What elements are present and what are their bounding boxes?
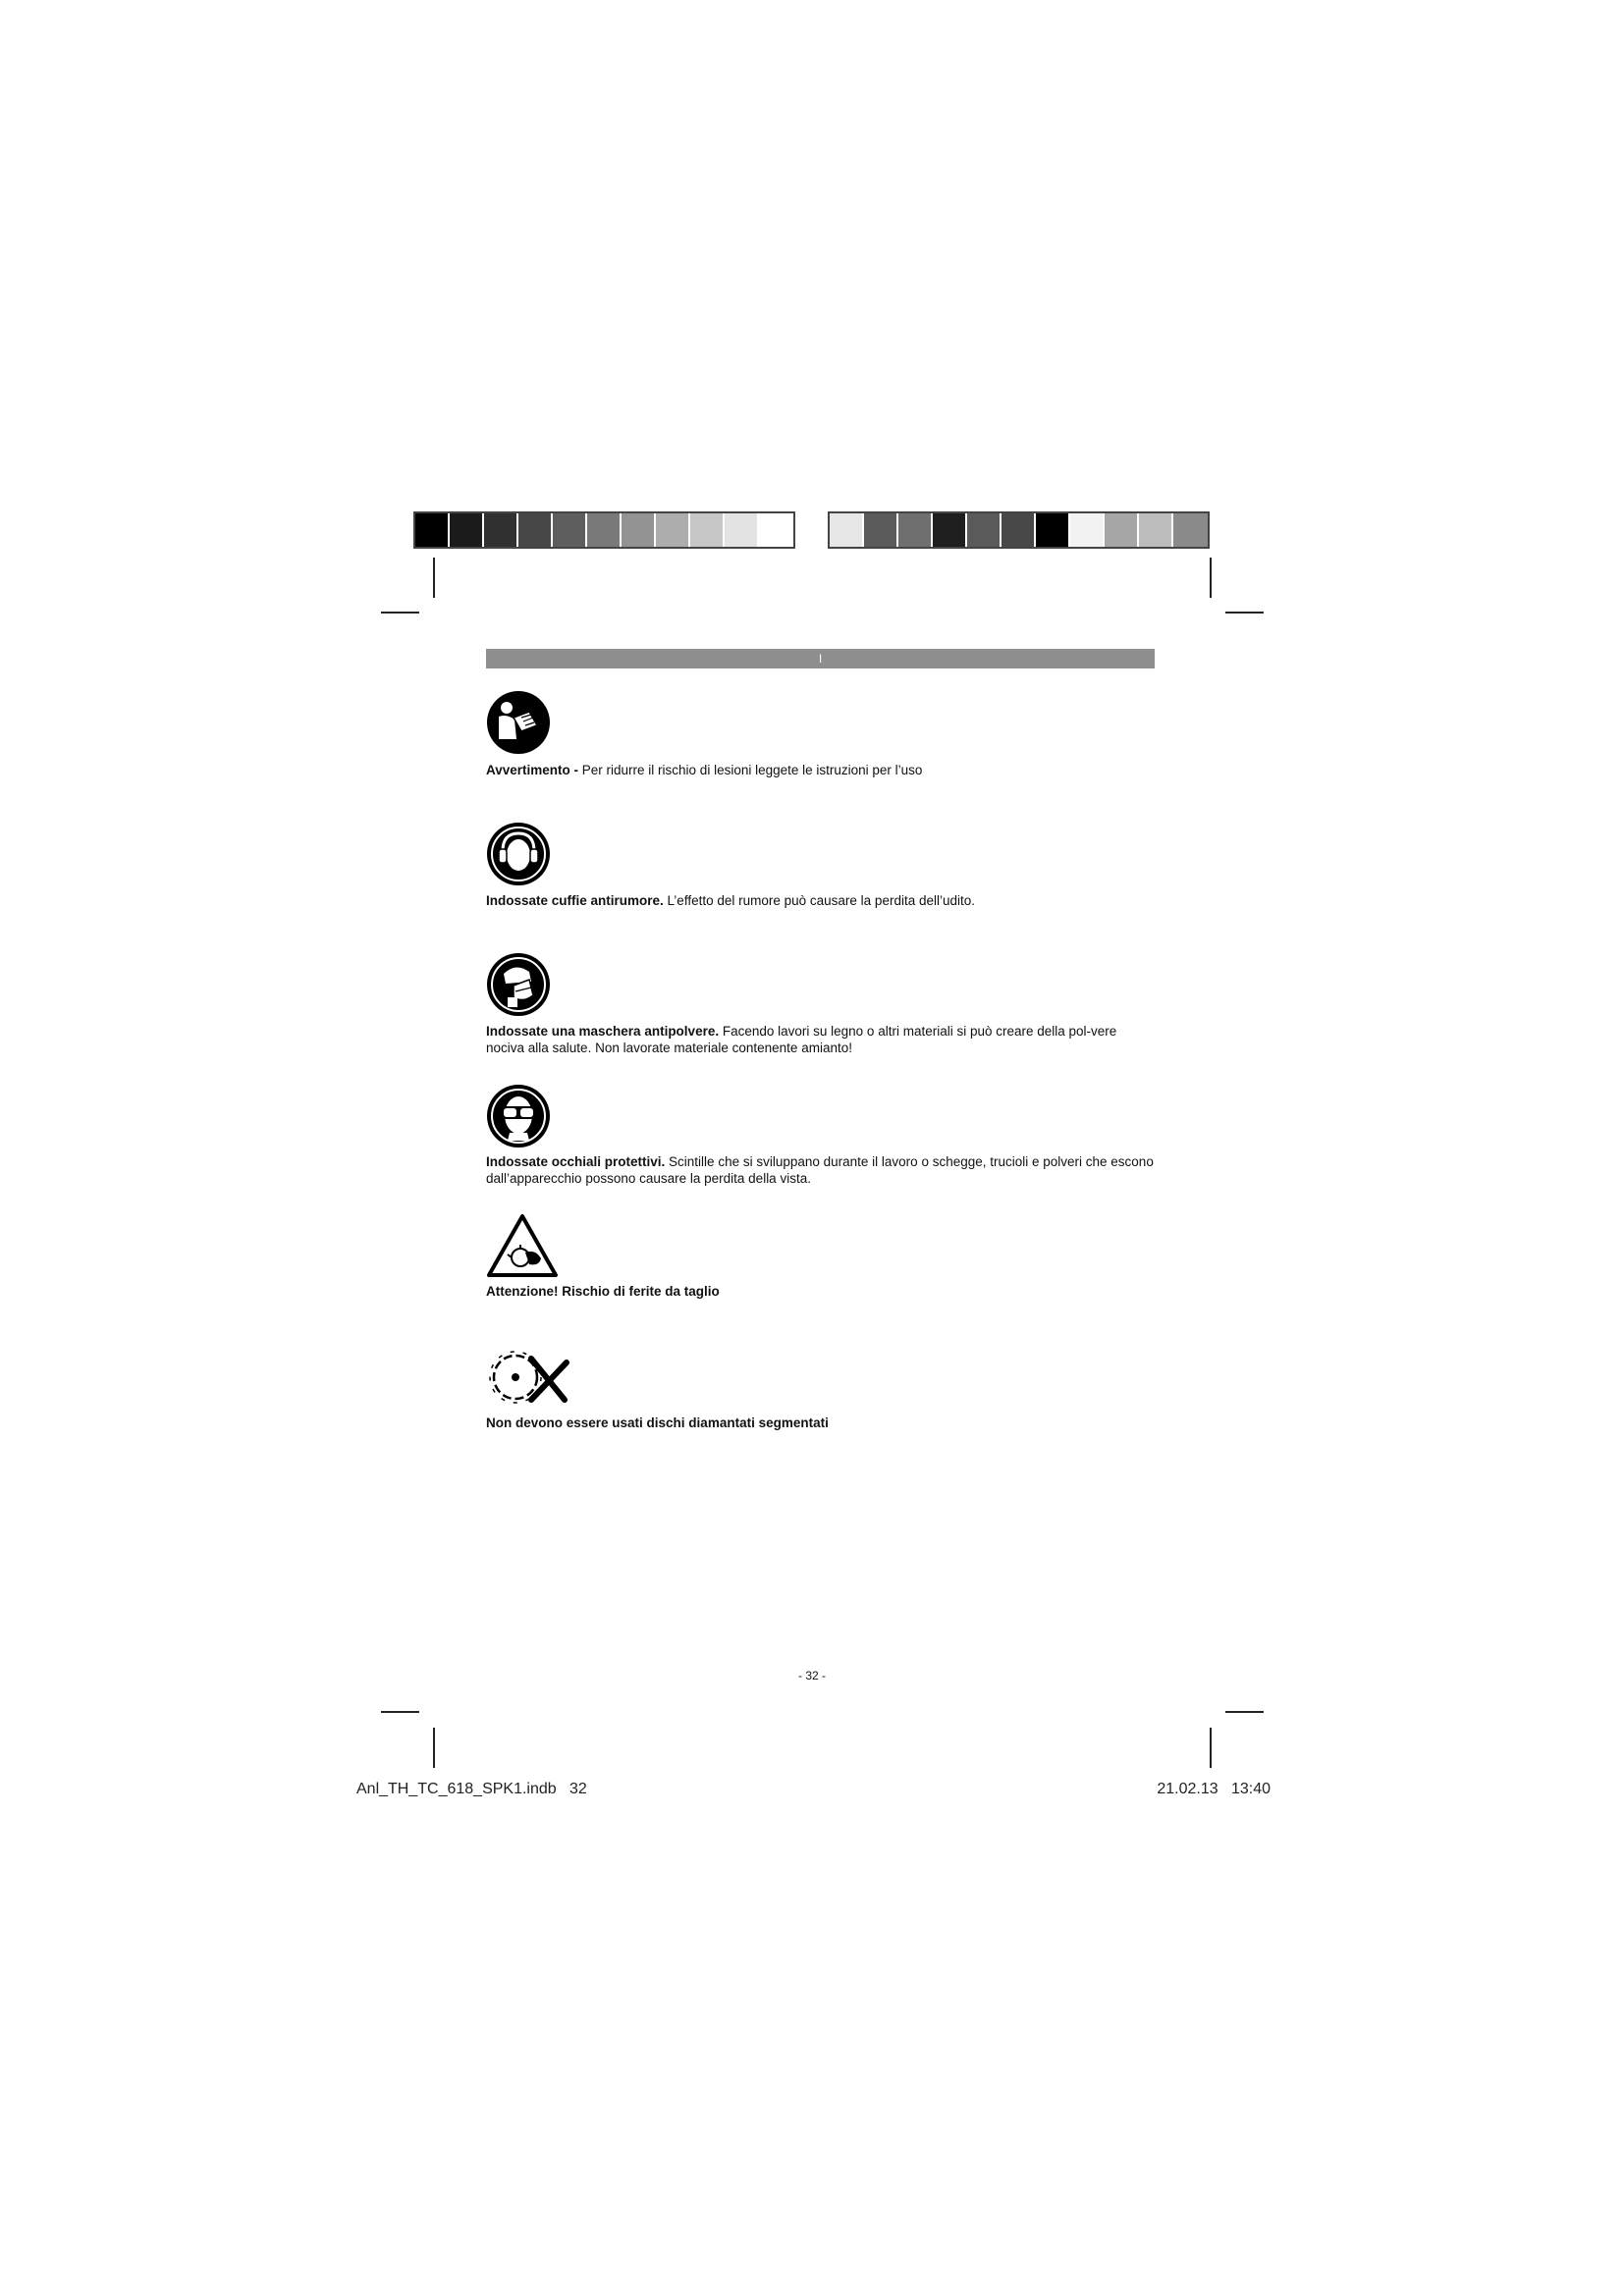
left-bar-swatch-1 <box>415 513 450 547</box>
crop-mark-bottom-left-horizontal <box>381 1711 419 1713</box>
item-title: Indossate una maschera antipolvere. <box>486 1024 720 1039</box>
crop-mark-bottom-left-vertical <box>433 1728 435 1768</box>
right-bar-swatch-1 <box>830 513 864 547</box>
language-marker: I <box>818 652 823 666</box>
item-title: Avvertimento - <box>486 763 579 777</box>
left-bar-swatch-8 <box>656 513 690 547</box>
footer-datetime: 21.02.13 13:40 <box>1157 1781 1271 1797</box>
right-bar-swatch-7 <box>1036 513 1070 547</box>
color-calibration-bar-left <box>413 511 795 549</box>
left-bar-swatch-2 <box>450 513 484 547</box>
crop-mark-bottom-right-horizontal <box>1225 1711 1264 1713</box>
dust-mask-text <box>486 1023 1155 1056</box>
crop-mark-bottom-right-vertical <box>1210 1728 1212 1768</box>
item-title: Non devono essere usati dischi diamantati segmentati <box>486 1415 829 1430</box>
safety-goggles-icon <box>486 1084 551 1153</box>
page-number: - 32 - <box>797 1669 826 1682</box>
right-bar-swatch-11 <box>1173 513 1208 547</box>
left-bar-swatch-10 <box>725 513 759 547</box>
dust-mask-icon <box>486 952 551 1022</box>
cut-hazard-text <box>486 1283 1155 1300</box>
left-bar-swatch-7 <box>622 513 656 547</box>
footer-file-slug: Anl_TH_TC_618_SPK1.indb 32 <box>356 1781 587 1797</box>
right-bar-swatch-5 <box>967 513 1001 547</box>
left-bar-swatch-11 <box>759 513 793 547</box>
crop-mark-top-right-horizontal <box>1225 612 1264 614</box>
right-bar-swatch-8 <box>1070 513 1105 547</box>
color-calibration-bar-right <box>828 511 1210 549</box>
read-manual-icon <box>486 690 551 760</box>
item-title: Indossate cuffie antirumore. <box>486 893 664 908</box>
crop-mark-top-right-vertical <box>1210 558 1212 598</box>
ear-protection-text <box>486 892 1155 909</box>
no-segmented-disc-text <box>486 1415 1155 1431</box>
right-bar-swatch-2 <box>864 513 898 547</box>
right-bar-swatch-9 <box>1105 513 1139 547</box>
crop-mark-top-left-horizontal <box>381 612 419 614</box>
right-bar-swatch-4 <box>933 513 967 547</box>
left-bar-swatch-9 <box>690 513 725 547</box>
right-bar-swatch-3 <box>898 513 933 547</box>
item-body: Scintille che si sviluppano durante il lavoro o schegge, trucioli e polveri che escono dall’apparecchio possono causare la perdita della vista. <box>486 1154 1154 1186</box>
item-body: Facendo lavori su legno o altri materiali si può creare della pol-vere nociva alla salute. Non lavorate materiale contenente amianto! <box>486 1024 1117 1055</box>
warning-read-manual-text <box>486 762 1155 778</box>
ear-protection-icon <box>486 822 551 891</box>
left-bar-swatch-5 <box>553 513 587 547</box>
no-segmented-diamond-disc-icon <box>486 1345 572 1415</box>
right-bar-swatch-6 <box>1001 513 1036 547</box>
cut-hazard-warning-icon <box>486 1213 559 1283</box>
item-body: L’effetto del rumore può causare la perdita dell’udito. <box>663 893 976 908</box>
right-bar-swatch-10 <box>1139 513 1173 547</box>
crop-mark-top-left-vertical <box>433 558 435 598</box>
section-header-band <box>486 649 1155 668</box>
left-bar-swatch-4 <box>518 513 553 547</box>
item-title: Attenzione! Rischio di ferite da taglio <box>486 1284 720 1299</box>
left-bar-swatch-3 <box>484 513 518 547</box>
safety-goggles-text <box>486 1153 1155 1187</box>
left-bar-swatch-6 <box>587 513 622 547</box>
item-body: Per ridurre il rischio di lesioni leggete le istruzioni per l’uso <box>578 763 923 777</box>
item-title: Indossate occhiali protettivi. <box>486 1154 666 1169</box>
